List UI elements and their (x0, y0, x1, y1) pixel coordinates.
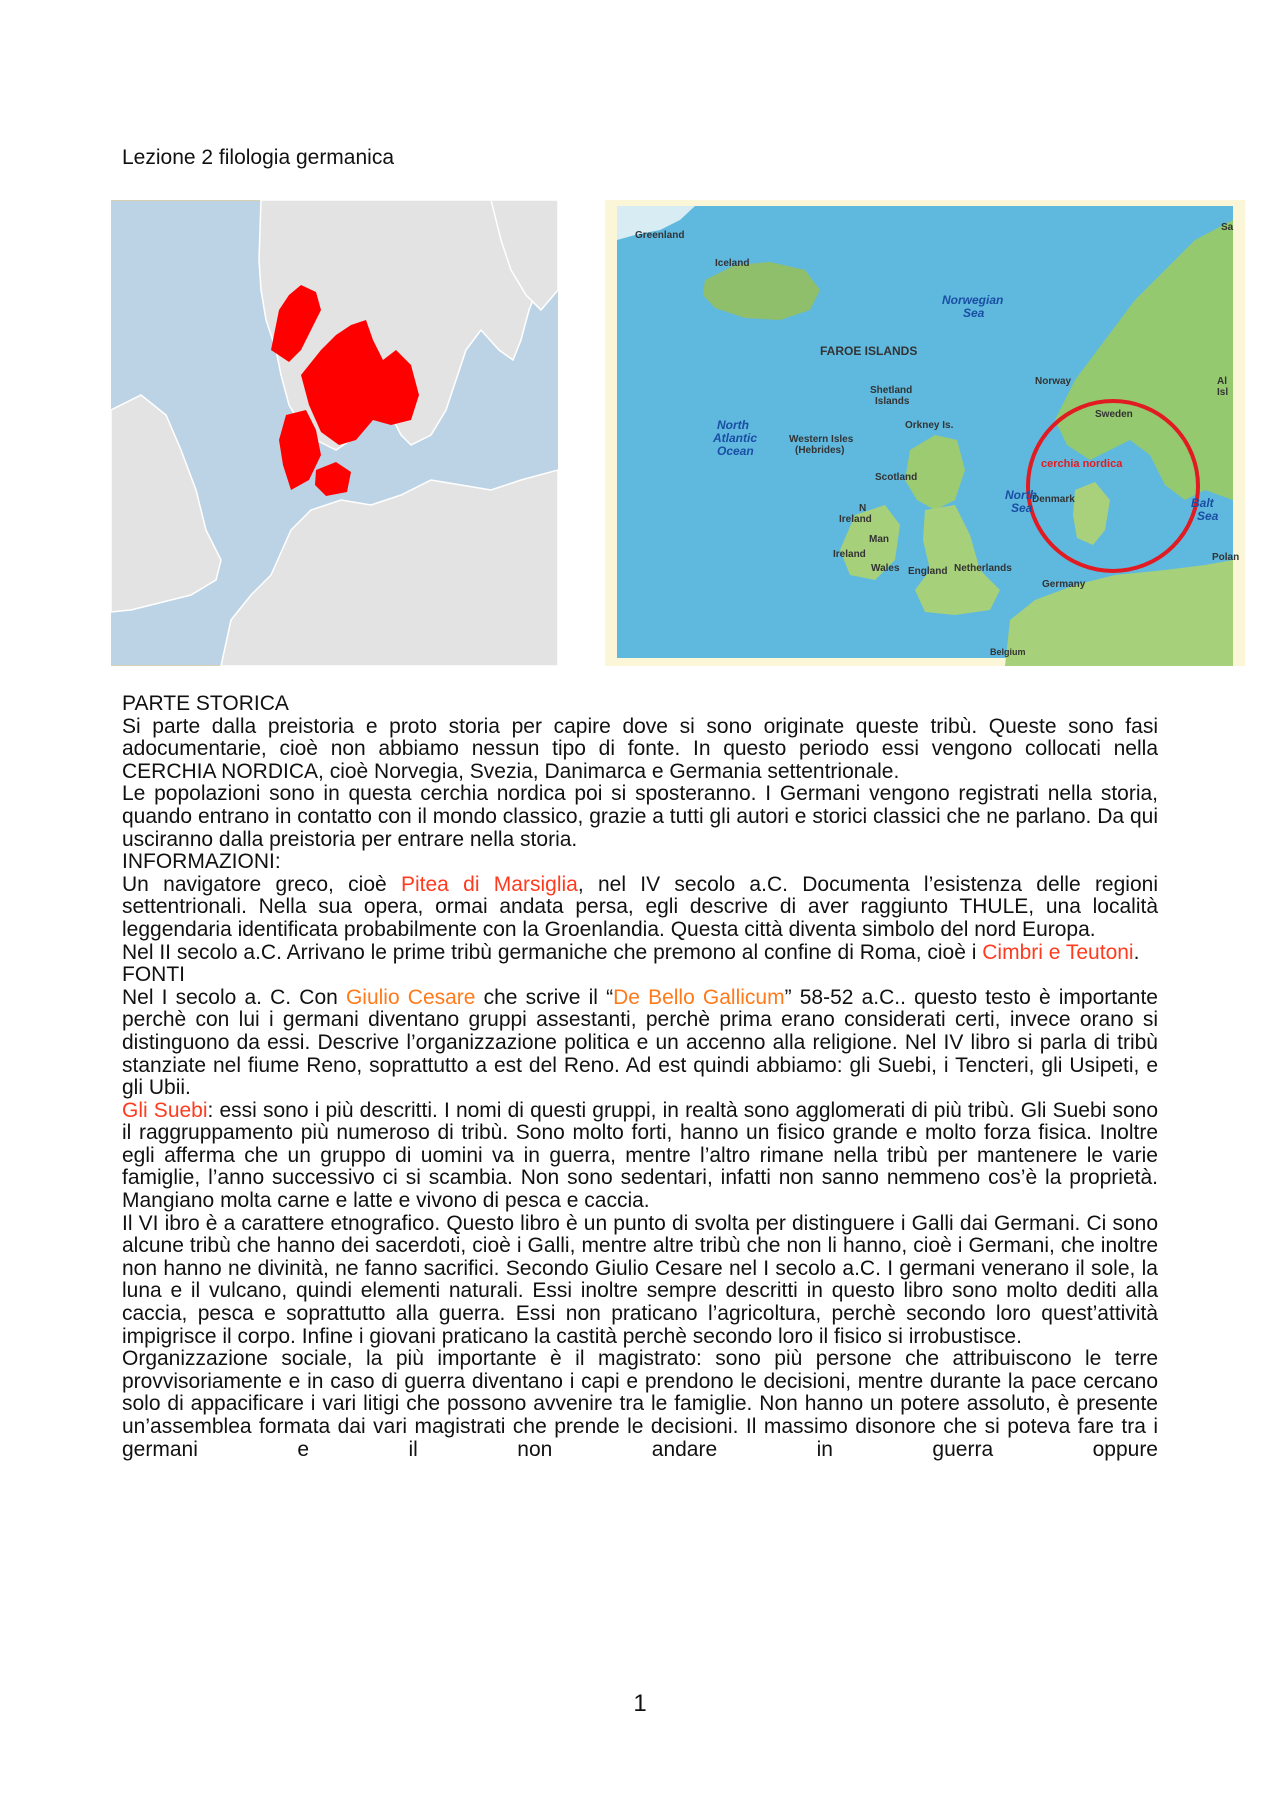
paragraph (122, 1100, 1158, 1213)
highlight-cimbri: Cimbri e Teutoni (982, 940, 1134, 964)
label-north-sea-1: North (1005, 488, 1037, 502)
label-aland-2: Isl (1217, 387, 1229, 398)
label-ireland: Ireland (833, 549, 866, 560)
label-cerchia-nordica: cerchia nordica (1041, 458, 1123, 470)
map-left-svg (111, 200, 558, 666)
label-north-sea-2: Sea (1011, 501, 1033, 515)
label-germany: Germany (1042, 579, 1086, 590)
label-iceland: Iceland (715, 258, 750, 269)
label-top-right: Sa (1221, 222, 1234, 233)
paragraph (122, 987, 1158, 1100)
document-title: Lezione 2 filologia germanica (122, 146, 395, 169)
highlight-de-bello-gallicum: De Bello Gallicum (613, 985, 785, 1009)
text-run: , nel IV secolo a.C. Documenta l’esistenza delle regioni settentrionali. Nella sua opera, ormai andata persa, egli descrive di aver raggiunto THULE, una località leggendaria identificata probabilmente con la Groenlandia. Questa città diventa simbolo del nord Europa. (122, 872, 1158, 941)
heading-parte-storica: PARTE STORICA (122, 692, 289, 715)
label-aland-1: Al (1217, 376, 1227, 387)
label-faroe: FAROE ISLANDS (820, 344, 918, 358)
label-netherlands: Netherlands (954, 563, 1012, 574)
paragraph (122, 942, 1158, 965)
label-scotland: Scotland (875, 472, 918, 483)
text-run: : essi sono i più descritti. I nomi di questi gruppi, in realtà sono agglomerati di più tribù. Gli Suebi sono il raggruppamento più numeroso di tribù. Sono molto forti, hanno un fisico grande e molto forza fisica. Inoltre egli afferma che un gruppo di uomini va in guerra, mentre l’altro rimane nella tribù per mantenere le varie famiglie, l’anno successivo ci si scambia. Non sono sedentari, infatti non sanno nemmeno cos’è la proprietà. Mangiano molta carne e latte e vivono di pesca e caccia. (122, 1098, 1158, 1213)
text-run: Nel II secolo a.C. Arrivano le prime tribù germaniche che premono al confine di Roma, cioè i (122, 940, 983, 964)
heading-fonti: FONTI (122, 963, 185, 987)
label-denmark: Denmark (1032, 494, 1075, 505)
map-north-sea-region (605, 200, 1245, 666)
document-body (122, 693, 1158, 1461)
text-run: Un navigatore greco, cioè (122, 872, 401, 896)
label-western-isles-1: Western Isles (789, 434, 854, 445)
label-shetland-1: Shetland (870, 385, 913, 396)
label-england: England (908, 566, 948, 577)
paragraph: Il VI ibro è a carattere etnografico. Questo libro è un punto di svolta per distinguere i Galli dai Germani. Ci sono alcune tribù che hanno dei sacerdoti, cioè i Galli, mentre altre tribù che non li hanno, cioè i Germani, che inoltre non hanno ne divinità, ne fanno sacrifici. Secondo Giulio Cesare nel I secolo a.C. I germani venerano il sole, la luna e il vulcano, quindi elementi naturali. Essi inoltre sempre descritti in questo libro sono molto dediti alla caccia, pesca e soprattutto alla guerra. Essi non praticano l’agricoltura, perchè secondo loro quest’attività impigrisce il corpo. Infine i giovani praticano la castità perchè secondo loro il fisico si irrobustisce. (122, 1211, 1158, 1348)
label-norway: Norway (1035, 376, 1072, 387)
highlight-pitea: Pitea di Marsiglia (401, 872, 578, 896)
label-poland: Polan (1212, 552, 1240, 563)
label-baltic-2: Sea (1197, 509, 1219, 523)
label-norwegian-sea-2: Sea (963, 306, 985, 320)
label-belgium: Belgium (990, 647, 1026, 657)
label-n-ireland-2: Ireland (839, 514, 872, 525)
label-man: Man (869, 534, 889, 545)
label-sweden: Sweden (1095, 409, 1133, 420)
label-western-isles-2: (Hebrides) (795, 445, 845, 456)
highlight-giulio-cesare: Giulio Cesare (345, 985, 476, 1009)
label-orkney: Orkney Is. (905, 420, 954, 431)
text-run: Nel I secolo a. C. Con (122, 985, 346, 1009)
paragraph: Si parte dalla preistoria e proto storia per capire dove si sono originate queste tribù. Queste sono fasi adocumentarie, cioè non abbiamo nessun tipo di fonte. In questo periodo essi vengono collocati nella CERCHIA NORDICA, cioè Norvegia, Svezia, Danimarca e Germania settentrionale. (122, 714, 1158, 783)
highlight-gli-suebi: Gli Suebi (122, 1098, 208, 1122)
label-shetland-2: Islands (875, 396, 910, 407)
label-north-atlantic-1: North (717, 418, 749, 432)
paragraph: Le popolazioni sono in questa cerchia nordica poi si sposteranno. I Germani vengono registrati nella storia, quando entrano in contatto con il mondo classico, grazie a tutti gli autori e storici classici che ne parlano. Da qui usciranno dalla preistoria per entrare nella storia. (122, 782, 1158, 851)
map-cerchia-nordica-red (111, 200, 558, 666)
label-baltic-1: Balt (1191, 496, 1214, 510)
page-number: 1 (633, 1690, 647, 1717)
label-norwegian-sea-1: Norwegian (942, 293, 1004, 307)
text-run: . (1133, 940, 1140, 964)
text-run: ” 58-52 a.C.. questo testo è importante perchè con lui i germani diventano gruppi assestanti, perchè prima erano considerati certi, invece orano si distinguono da essi. Descrive l’organizzazione politica e un accenno alla religione. Nel IV libro si parla di tribù stanziate nel fiume Reno, soprattutto a est del Reno. Ad est quindi abbiamo: gli Suebi, i Tencteri, gli Usipeti, e gli Ubii. (122, 985, 1158, 1100)
map-right-svg (605, 200, 1245, 666)
label-wales: Wales (871, 563, 900, 574)
paragraph (122, 874, 1158, 942)
label-greenland: Greenland (635, 230, 685, 241)
paragraph: Organizzazione sociale, la più importante è il magistrato: sono più persone che attribuiscono le terre provvisoriamente e in caso di guerra diventano i capi e prendono le decisioni, mentre durante la pace cercano solo di appacificare i vari litigi che possono avvenire tra le famiglie. Non hanno un potere assoluto, è presente un’assemblea formata dai vari magistrati che prende le decisioni. Il massimo disonore che si poteva fare tra i germani e il non andare in guerra oppure (122, 1347, 1158, 1461)
label-n-ireland-1: N (859, 503, 867, 514)
label-north-atlantic-2: Atlantic (713, 431, 758, 445)
heading-informazioni: INFORMAZIONI: (122, 850, 281, 874)
text-run: che scrive il “ (475, 985, 614, 1009)
label-north-atlantic-3: Ocean (717, 444, 754, 458)
